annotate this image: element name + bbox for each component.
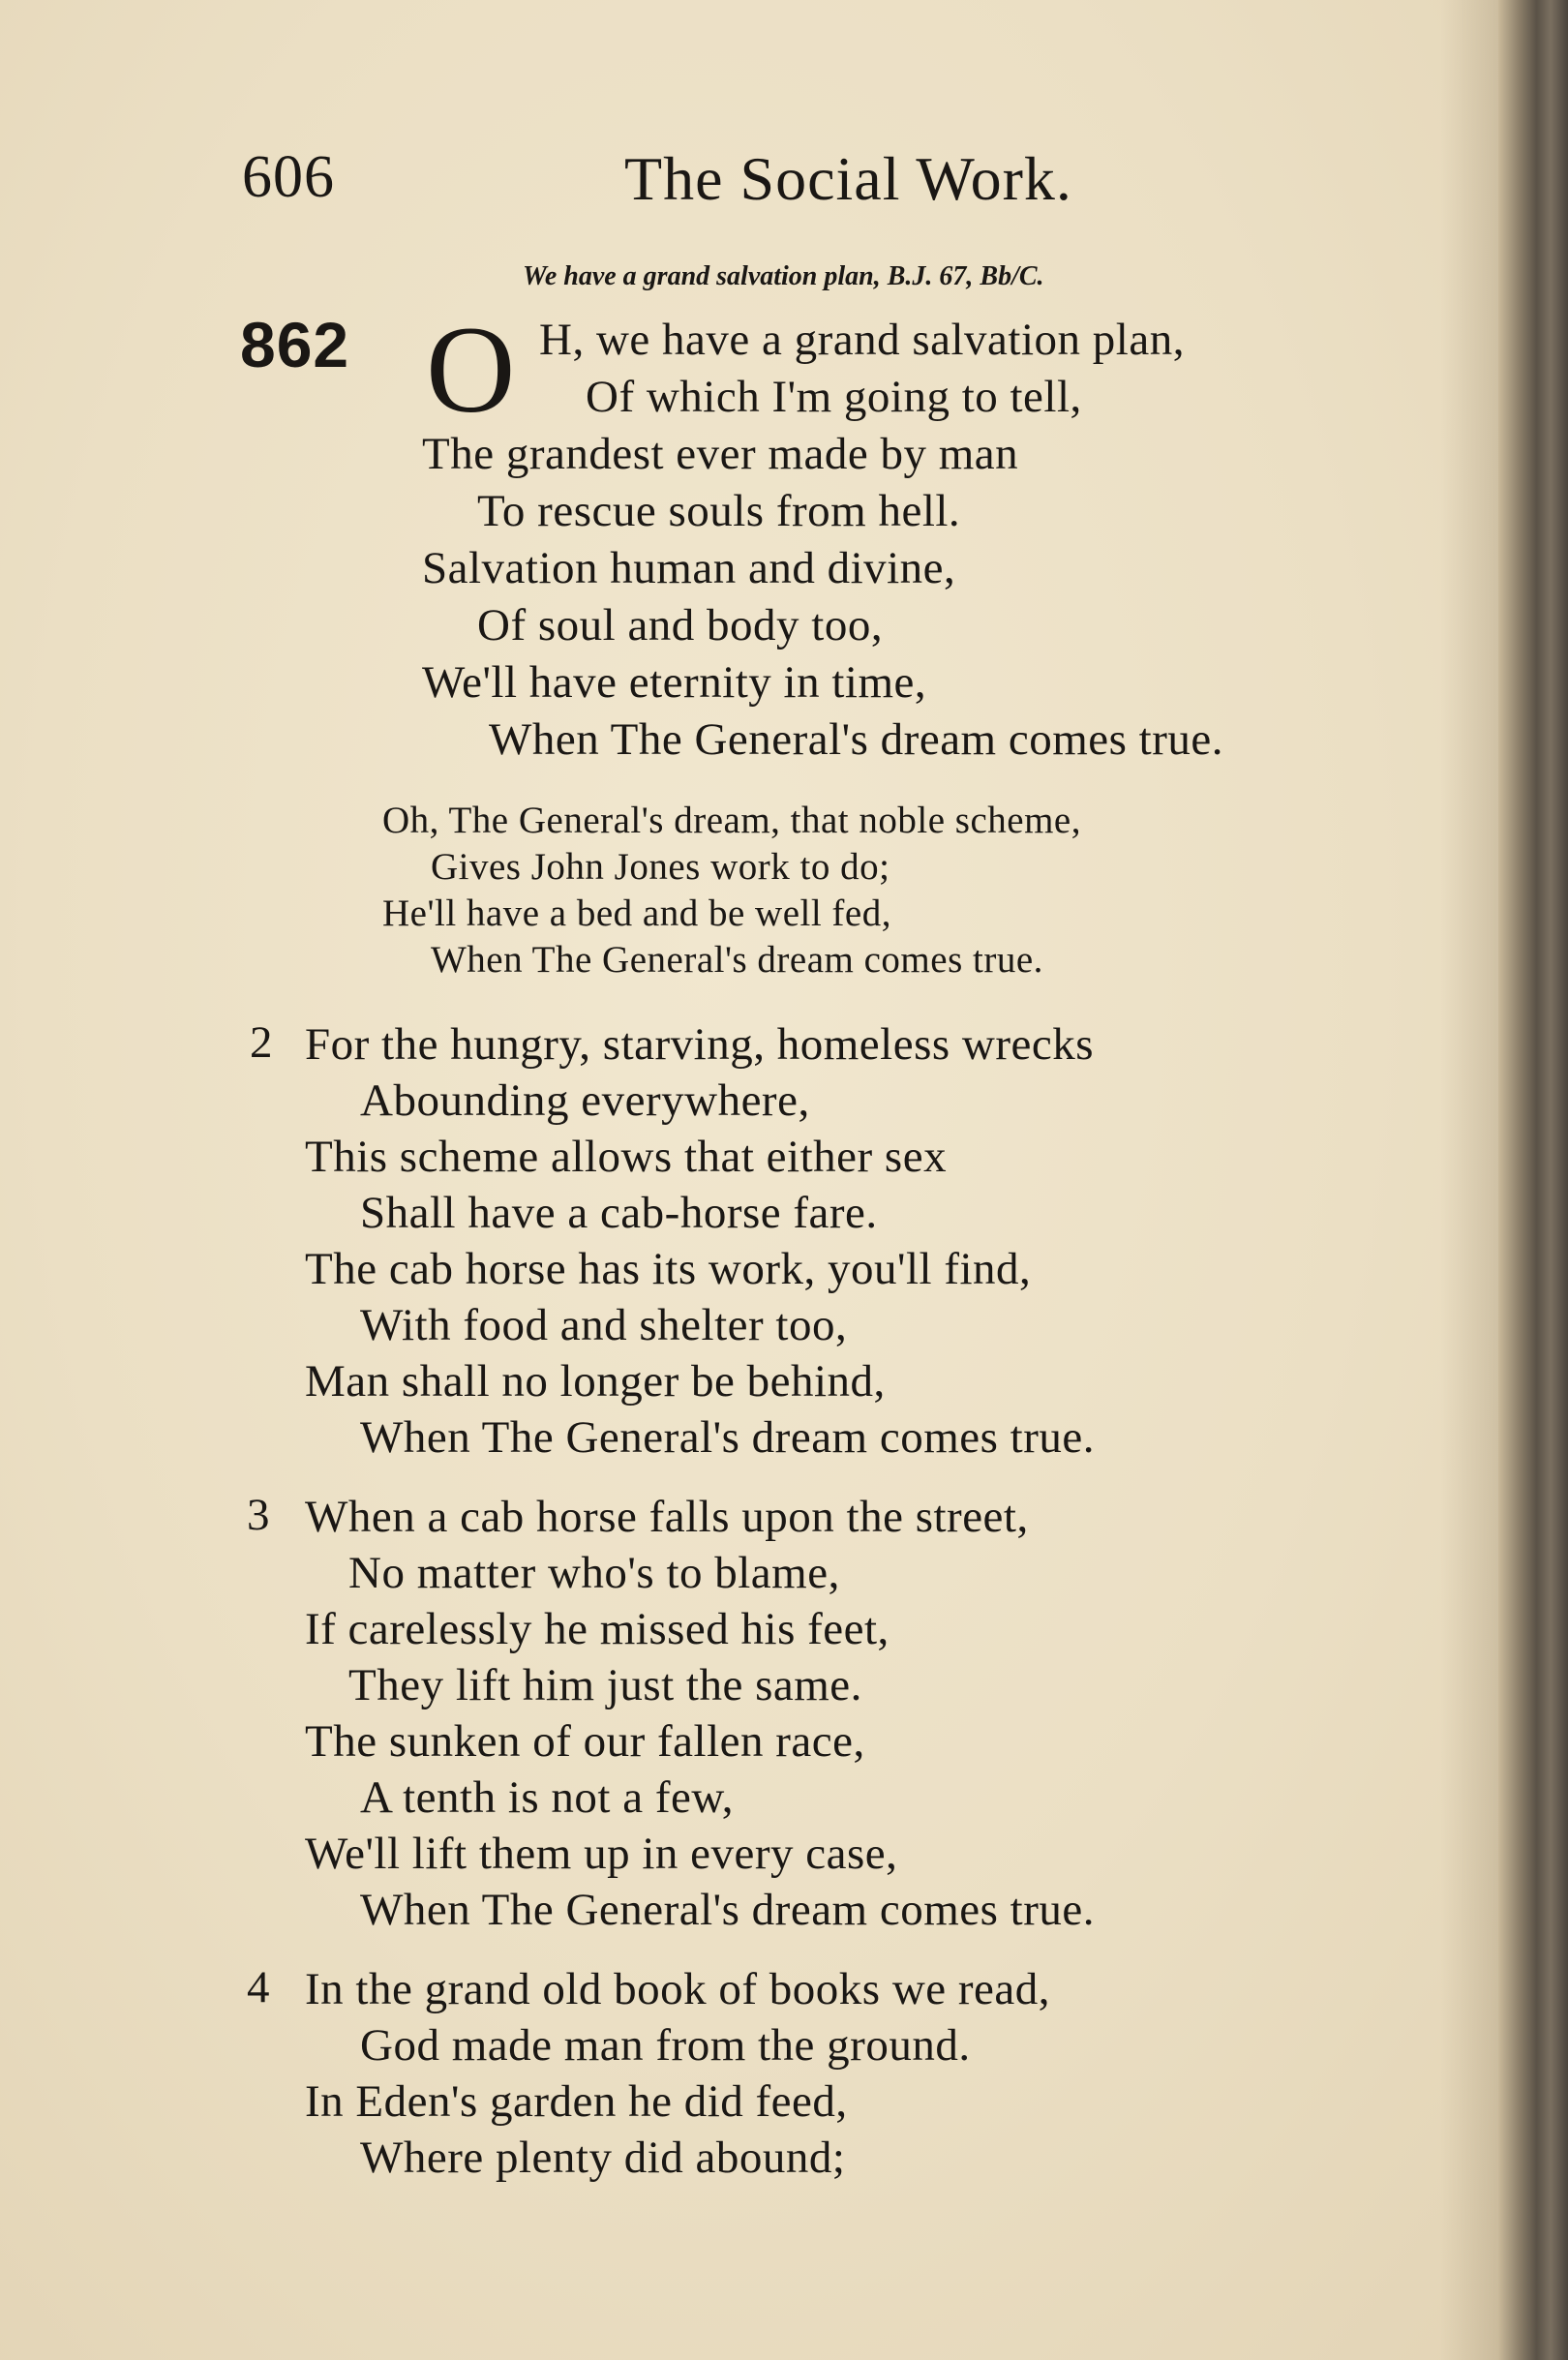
verse-line: No matter who's to blame, [348,1548,840,1598]
verse-line: When The General's dream comes true. [360,1412,1096,1463]
verse-line: God made man from the ground. [360,2020,971,2071]
book-binding-edge [1498,0,1568,2360]
verse-line: Abounding everywhere, [360,1075,810,1126]
verse-line: Of soul and body too, [477,600,884,651]
page-header [242,143,1210,221]
tune-reference: We have a grand salvation plan, B.J. 67, Bb/C. [523,261,1044,291]
verse-line: Where plenty did abound; [360,2133,846,2183]
verse-line: A tenth is not a few, [360,1772,734,1823]
verse-line: The sunken of our fallen race, [305,1716,865,1767]
verse-line: H, we have a grand salvation plan, [539,315,1185,365]
chorus-line: When The General's dream comes true. [431,939,1043,981]
chorus-line: He'll have a bed and be well fed, [382,893,891,934]
chorus-line: Gives John Jones work to do; [431,846,890,888]
hymn-number: 862 [240,309,350,380]
verse-line: When The General's dream comes true. [360,1885,1096,1935]
verse-number: 2 [250,1017,273,1068]
verse-line: Shall have a cab-horse fare. [360,1188,878,1238]
verse-line: The grandest ever made by man [422,429,1019,479]
verse-line: Of which I'm going to tell, [586,372,1082,422]
verse-line: When a cab horse falls upon the street, [305,1492,1029,1542]
verse-line: For the hungry, starving, homeless wrecks [305,1019,1095,1070]
verse-line: With food and shelter too, [360,1300,848,1350]
page-number: 606 [242,144,335,210]
verse-line: In Eden's garden he did feed, [305,2076,848,2127]
verse-line: When The General's dream comes true. [489,714,1224,765]
verse-number: 3 [247,1490,270,1540]
verse-line: Salvation human and divine, [422,543,956,593]
verse-number: 4 [247,1962,270,2012]
verse-line: We'll have eternity in time, [422,657,927,708]
gutter-shadow [1440,0,1498,2360]
verse-line: If carelessly he missed his feet, [305,1604,890,1654]
verse-line: We'll lift them up in every case, [305,1829,898,1879]
chorus-line: Oh, The General's dream, that noble scheme, [382,800,1081,841]
verse-line: In the grand old book of books we read, [305,1964,1051,2014]
drop-cap: O [426,301,516,439]
verse-line: This scheme allows that either sex [305,1132,948,1182]
verse-line: To rescue souls from hell. [477,486,961,536]
verse-line: They lift him just the same. [348,1660,862,1710]
verse-line: The cab horse has its work, you'll find, [305,1244,1032,1294]
running-title: The Social Work. [624,144,1072,213]
verse-line: Man shall no longer be behind, [305,1356,886,1407]
